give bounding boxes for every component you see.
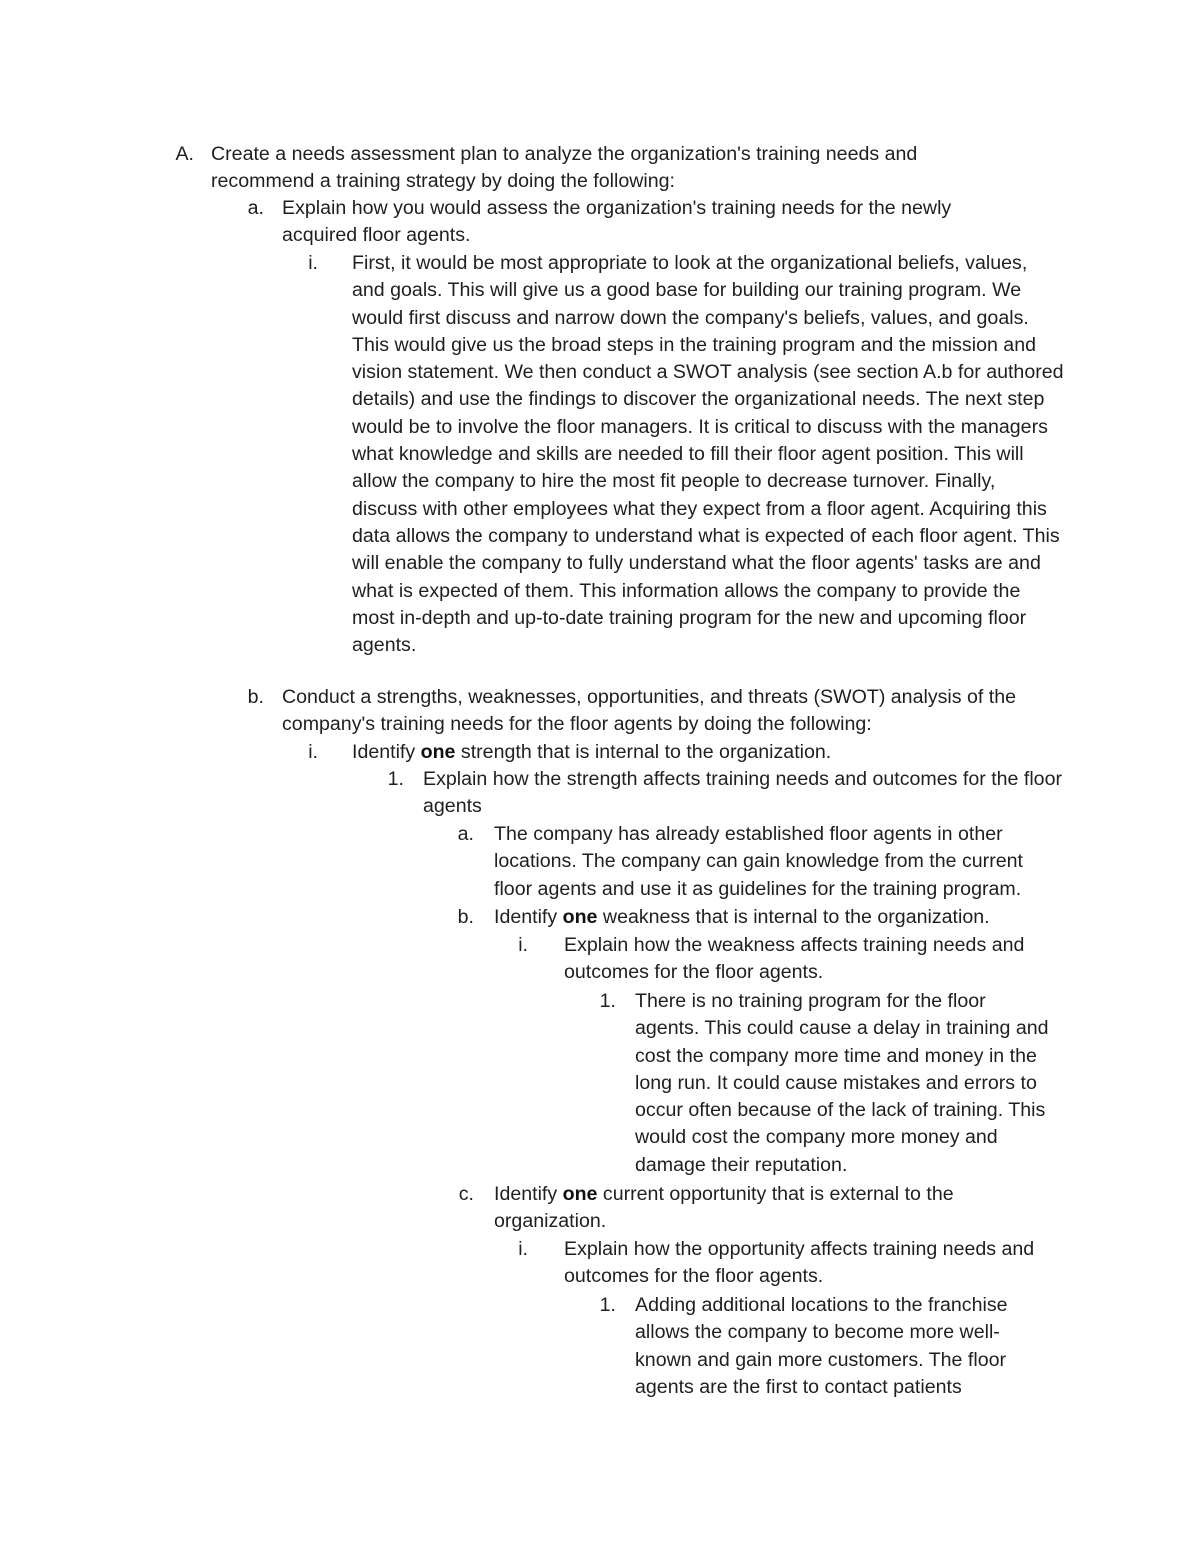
text-before: Identify [494,906,563,928]
item-text: Explain how the weakness affects training needs and outcomes for the floor agents. [564,934,1025,984]
outline-item-A-a [0,195,1200,251]
item-marker: i. [308,741,318,763]
item-text [352,739,1064,766]
item-text: Conduct a strengths, weaknesses, opportunities, and threats (SWOT) analysis of the company's training needs for the floor agents by doing the following: [282,686,1017,736]
outline-item-A-b-i-1-c-i-1 [0,1292,1200,1404]
outline-item-A-b-i [0,739,1200,767]
outline-item-A-b-i-1-c-i [0,1236,1200,1292]
outline-item-A-b [0,684,1200,740]
outline-item-A-b-i-1-b-i [0,932,1200,988]
text-before: Identify [352,741,421,763]
text-after: current opportunity that is external to the organization. [494,1183,954,1233]
item-marker: i. [518,1238,528,1260]
bold-emphasis: one [562,906,598,928]
item-marker: a. [247,197,264,219]
item-text: Explain how the opportunity affects training needs and outcomes for the floor agents. [564,1238,1035,1288]
item-text: Adding additional locations to the franchise allows the company to become more well-known and gain more customers. The floor agents are the first to contact patients [635,1294,1008,1398]
item-text [494,904,1062,931]
item-marker: A. [175,143,194,165]
outline-item-A [0,141,1200,197]
item-text: First, it would be most appropriate to look at the organizational beliefs, values, and goals. This will give us a good base for building our training program. We would first discuss and narrow down the company's beliefs, values, and goals. This would give us the broad steps in the training program and the mission and vision statement. We then conduct a SWOT analysis (see section A.b for authored details) and use the findings to discover the organizational needs. The next step would be to involve the floor managers. It is critical to discuss with the managers what knowledge and skills are needed to fill their floor agent position. This will allow the company to hire the most fit people to decrease turnover. Finally, discuss with other employees what they expect from a floor agent. Acquiring this data allows the company to understand what is expected of each floor agent. This will enable the company to fully understand what the floor agents' tasks are and what is expected of them. This information allows the company to provide the most in-depth and up-to-date training program for the new and upcoming floor agents. [352,252,1064,657]
text-before: Identify [494,1183,563,1205]
item-marker: i. [518,934,528,956]
item-text: Create a needs assessment plan to analyze the organization's training needs and recommend a training strategy by doing the following: [211,143,918,193]
item-text: The company has already established floor agents in other locations. The company can gain knowledge from the current floor agents and use it as guidelines for the training program. [494,823,1023,900]
bold-emphasis: one [420,741,456,763]
bold-emphasis: one [562,1183,598,1205]
item-marker: i. [308,252,318,274]
item-marker: 1. [387,768,404,790]
outline-item-A-a-i [0,250,1200,690]
outline-item-A-b-i-1-b-i-1 [0,988,1200,1184]
item-marker: b. [247,686,264,708]
text-after: strength that is internal to the organization. [455,741,832,763]
item-text: Explain how the strength affects training needs and outcomes for the floor agents [423,768,1062,818]
item-marker: a. [457,823,474,845]
text-after: weakness that is internal to the organization. [597,906,990,928]
outline-item-A-b-i-1-a [0,821,1200,905]
item-text: There is no training program for the floor agents. This could cause a delay in training and cost the company more time and money in the long run. It could cause mistakes and errors to occur often because of the lack of training. This would cost the company more money and damage their reputation. [635,990,1049,1176]
item-marker: b. [457,906,474,928]
item-text: Explain how you would assess the organization's training needs for the newly acquired floor agents. [282,197,952,247]
outline-item-A-b-i-1-c [0,1181,1200,1237]
item-marker: 1. [599,990,616,1012]
outline-item-A-b-i-1-b [0,904,1200,932]
item-marker: c. [458,1183,474,1205]
item-marker: 1. [599,1294,616,1316]
outline-item-A-b-i-1 [0,766,1200,822]
item-text [494,1181,994,1236]
